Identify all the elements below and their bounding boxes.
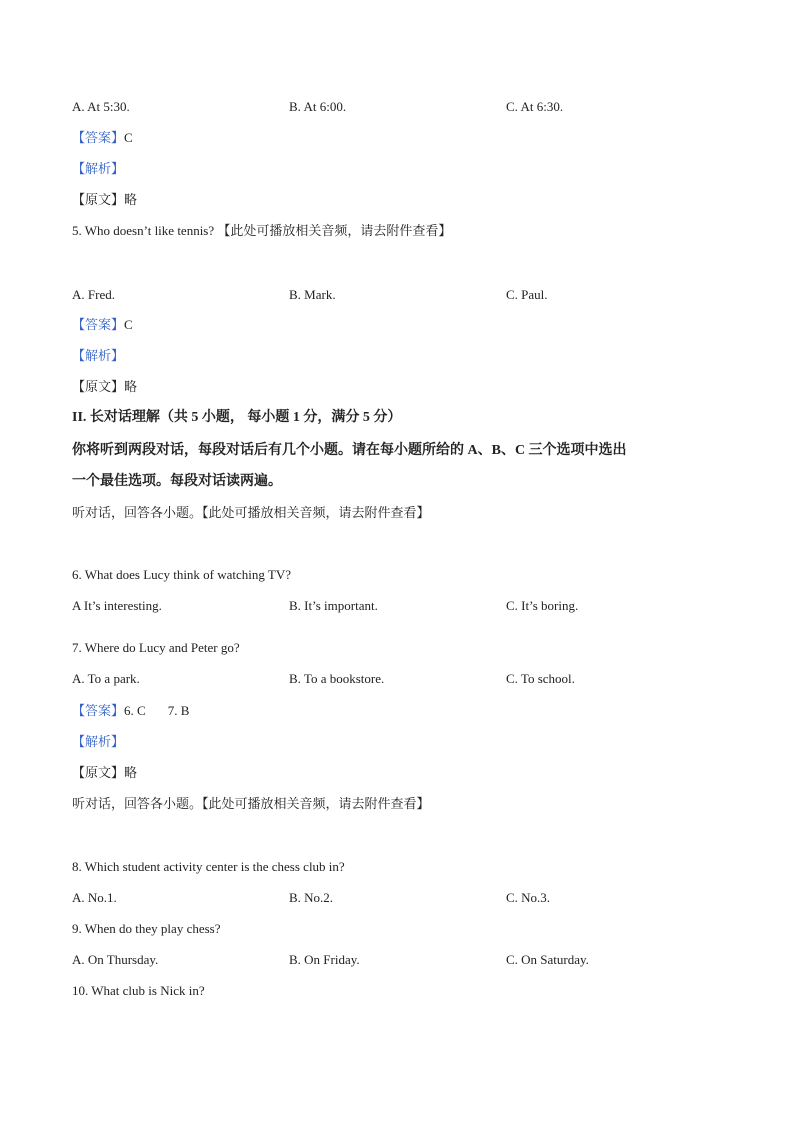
q6-option-b: B. It’s important. [289,598,378,613]
q5-analysis-row [72,347,124,365]
dialog1-original-row [72,764,137,782]
answer-label: 【答案】 [72,703,125,718]
q5-option-a: A. Fred. [72,287,115,302]
dialog2-intro: 听对话，回答各小题。【此处可播放相关音频，请去附件查看】 [72,796,430,811]
q6-option-c: C. It’s boring. [506,598,579,613]
original-text: 略 [124,379,138,394]
original-text: 略 [124,192,138,207]
q4-answer-row [72,129,133,147]
answer-label: 【答案】 [72,317,125,332]
q4-original-row [72,191,137,209]
original-label: 【原文】 [72,192,125,207]
section-instruction-1: 你将听到两段对话，每段对话后有几个小题。请在每小题所给的 A、B、C 三个选项中选出 [72,443,627,458]
q4-option-b: B. At 6:00. [289,99,347,114]
q9-question: 9. When do they play chess? [72,921,221,936]
dialog1-analysis-row [72,733,124,751]
q6-question: 6. What does Lucy think of watching TV? [72,567,292,582]
q8-option-c: C. No.3. [506,890,551,905]
q10-question: 10. What club is Nick in? [72,983,205,998]
original-label: 【原文】 [72,379,125,394]
answer-value: C [124,130,133,145]
q8-question: 8. Which student activity center is the chess club in? [72,859,345,874]
q5-answer-row [72,316,133,334]
q9-option-a: A. On Thursday. [72,952,159,967]
analysis-label: 【解析】 [72,734,125,749]
original-label: 【原文】 [72,765,125,780]
q4-option-c: C. At 6:30. [506,99,564,114]
q7-option-b: B. To a bookstore. [289,671,385,686]
dialog1-intro: 听对话，回答各小题。【此处可播放相关音频，请去附件查看】 [72,505,430,520]
q4-option-a: A. At 5:30. [72,99,130,114]
answer-q7: 7. B [167,703,190,718]
q8-option-b: B. No.2. [289,890,334,905]
answer-value: C [124,317,133,332]
q8-option-a: A. No.1. [72,890,117,905]
section-instruction-2: 一个最佳选项。每段对话读两遍。 [72,474,282,489]
q7-option-c: C. To school. [506,671,575,686]
answer-q6: 6. C [124,703,146,718]
q9-option-b: B. On Friday. [289,952,360,967]
analysis-label: 【解析】 [72,161,125,176]
original-text: 略 [124,765,138,780]
q5-question: 5. Who doesn’t like tennis? 【此处可播放相关音频，请去附件查看】 [72,223,452,238]
answer-label: 【答案】 [72,130,125,145]
q5-original-row [72,378,137,396]
q9-option-c: C. On Saturday. [506,952,589,967]
section-title: II. 长对话理解（共 5 小题， 每小题 1 分，满分 5 分） [72,410,402,425]
q6-option-a: A It’s interesting. [72,598,162,613]
q5-option-c: C. Paul. [506,287,548,302]
q7-question: 7. Where do Lucy and Peter go? [72,640,240,655]
analysis-label: 【解析】 [72,348,125,363]
q4-analysis-row [72,160,124,178]
dialog1-answer-row [72,702,189,720]
q7-option-a: A. To a park. [72,671,140,686]
q5-option-b: B. Mark. [289,287,336,302]
